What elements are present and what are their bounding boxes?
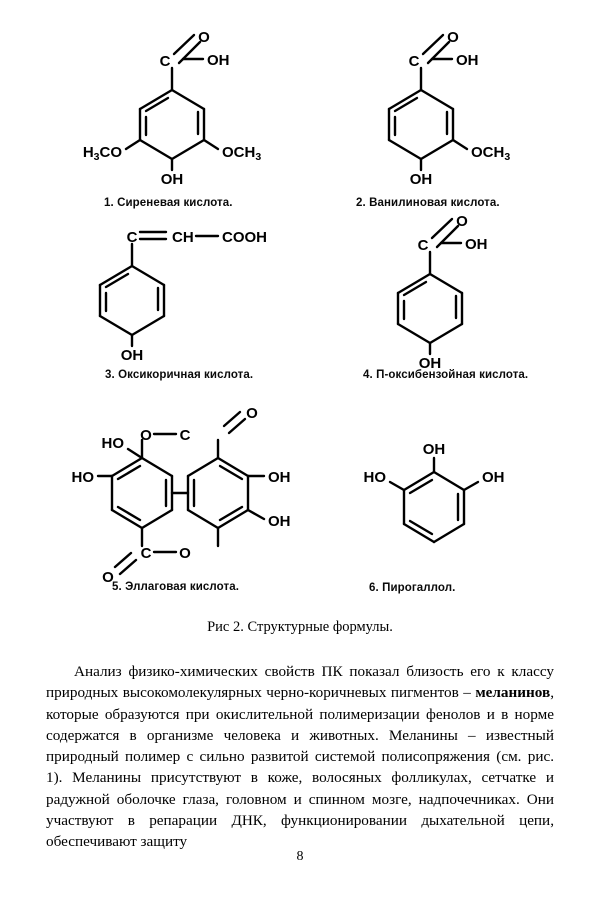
atom-label-oh-para: OH — [160, 171, 184, 188]
atom-label-och3: $OCH_3$ — [222, 144, 262, 163]
atom-label-o-lactone-top: O — [140, 427, 152, 444]
formula-3-oxycinnamic-acid — [88, 212, 328, 381]
atom-label-oh-para: OH — [418, 355, 442, 372]
body-paragraph — [46, 661, 554, 853]
atom-label-o-lactone-bottom: O — [179, 545, 191, 562]
formula-1-syringic-acid — [78, 22, 318, 209]
atom-label-o-carbonyl-bottom: O — [102, 569, 114, 586]
figure-caption: Рис 2. Структурные формулы. — [207, 619, 393, 635]
atom-label-oh-para: OH — [409, 171, 433, 188]
vanillic-acid-structure — [340, 22, 570, 188]
formula-4-caption: 4. П-оксибензойная кислота. — [363, 369, 529, 381]
atom-label-c-lactone-top: C — [179, 427, 191, 444]
paragraph-segment-1: Анализ физико-химических свойств ПК показал близость его к классу природных высокомолекулярных черно-коричневых пигментов – — [46, 663, 554, 702]
atom-label-o: O — [456, 213, 468, 230]
atom-label-oh: OH — [120, 347, 144, 364]
atom-label-ho-left: HO — [71, 469, 94, 486]
formula-4-p-hydroxybenzoic-acid — [360, 212, 580, 381]
paragraph-bold-melanins: меланинов — [475, 684, 551, 702]
atom-label-c: C — [417, 237, 429, 254]
atom-label-c: C — [408, 53, 420, 70]
paragraph-segment-2: , которые образуются при окислительной полимеризации фенолов и в норме содержатся в организме человека и животных. Меланины – известный природный полимер с сильно развитой системой полисопряжения (см. рис. 1). Меланины присутствуют в коже, волосяных фолликулах, сетчатке и радужной оболочке глаза, головном и спинном мозге, надпочечниках. Они участвуют в репарации ДНК, функционировании дыхательной цепи, обеспечивают защиту — [46, 684, 554, 851]
atom-label-o: O — [198, 29, 210, 46]
formula-2-vanillic-acid — [340, 22, 570, 209]
atom-label-oh: OH — [207, 52, 230, 69]
atom-label-oh-right: OH — [482, 469, 505, 486]
formula-6-pyrogallol — [362, 440, 552, 594]
atom-label-o: O — [447, 29, 459, 46]
atom-label-o-carbonyl-top: O — [246, 405, 258, 422]
oxycinnamic-acid-structure — [88, 212, 328, 364]
page-number: 8 — [296, 849, 304, 864]
atom-label-oh-lower-right: OH — [268, 513, 291, 530]
formula-1-caption: 1. Сиреневая кислота. — [104, 197, 233, 209]
atom-label-oh-top: OH — [422, 441, 446, 458]
atom-label-oh-right: OH — [268, 469, 291, 486]
formula-3-caption: 3. Оксикоричная кислота. — [105, 369, 254, 381]
ellagic-acid-structure — [71, 404, 342, 586]
atom-label-ho-left: HO — [363, 469, 386, 486]
atom-label-c: C — [159, 53, 171, 70]
atom-label-c-lactone-bottom: C — [140, 545, 152, 562]
atom-label-ch: CH — [172, 229, 194, 246]
syringic-acid-structure — [78, 22, 318, 188]
pyrogallol-structure — [362, 440, 552, 558]
formula-2-caption: 2. Ванилиновая кислота. — [356, 197, 500, 209]
atom-label-ho-upper-left: HO — [101, 435, 124, 452]
atom-label-h3co: $H_3CO$ — [82, 144, 122, 163]
formula-6-caption: 6. Пирогаллол. — [369, 582, 456, 594]
formula-5-ellagic-acid — [72, 404, 342, 593]
atom-label-och3: $OCH_3$ — [471, 144, 511, 163]
atom-label-c: C — [126, 229, 138, 246]
p-hydroxybenzoic-acid-structure — [360, 212, 580, 372]
atom-label-oh: OH — [456, 52, 479, 69]
atom-label-oh: OH — [465, 236, 488, 253]
atom-label-cooh: COOH — [222, 229, 267, 246]
formula-5-caption: 5. Эллаговая кислота. — [112, 581, 240, 593]
